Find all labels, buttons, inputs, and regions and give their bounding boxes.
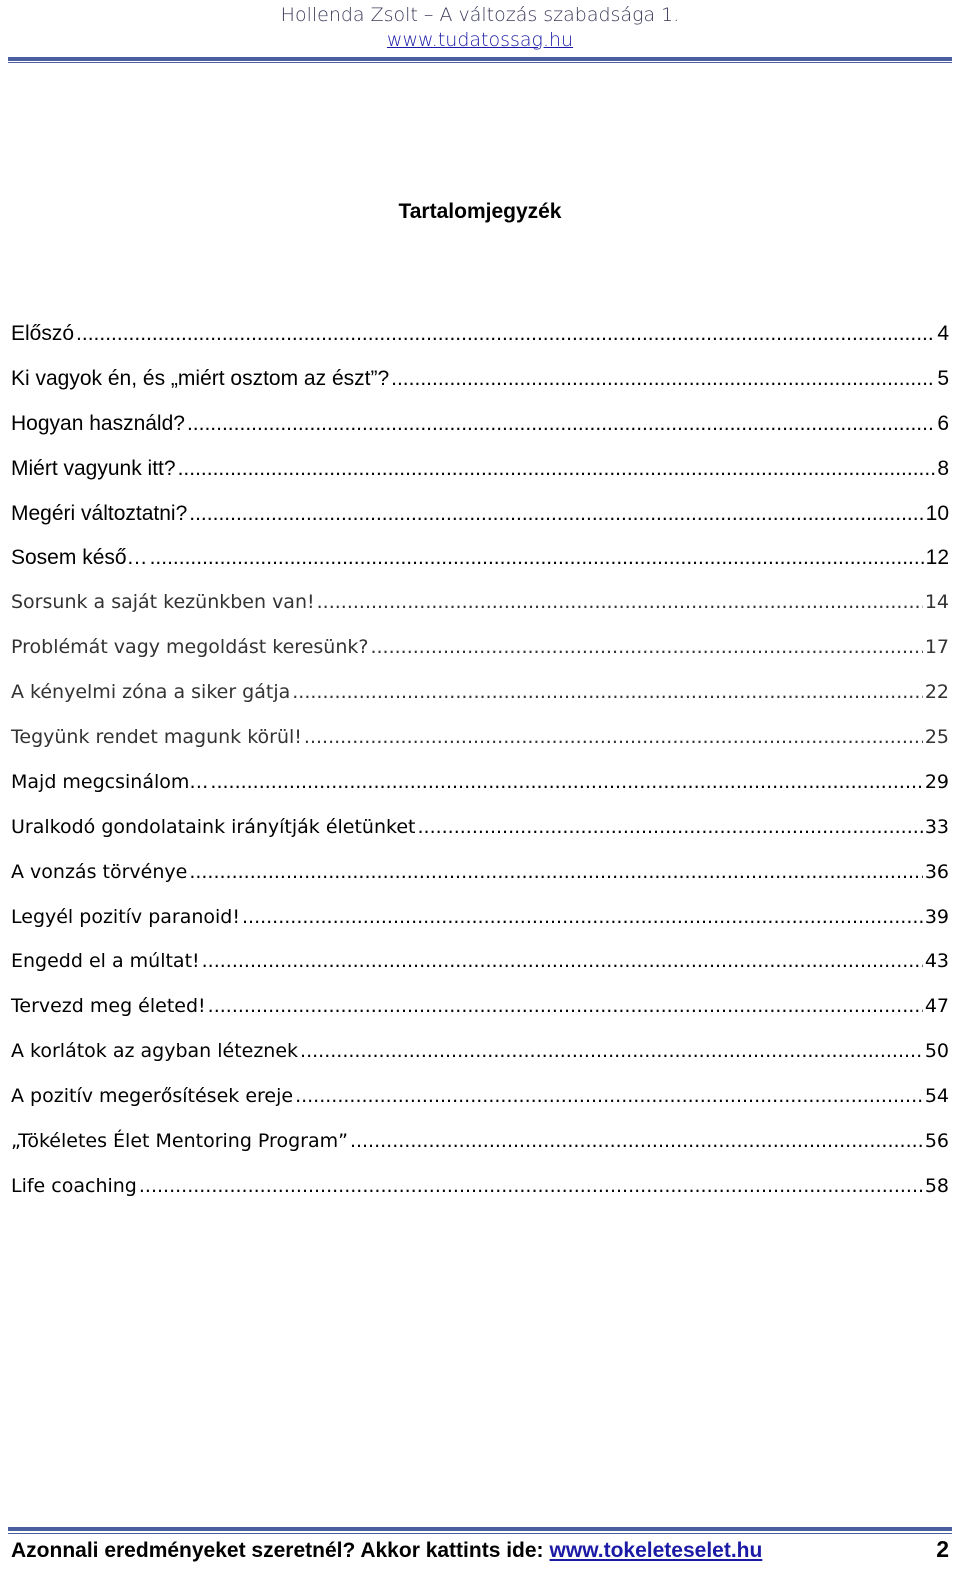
toc-dot-leader [139, 1175, 923, 1197]
toc-entry-text: Előszó [11, 322, 75, 345]
page-footer [11, 1536, 949, 1563]
toc-entry-text: A pozitív megerősítések ereje [11, 1085, 294, 1108]
toc-entry[interactable] [11, 861, 949, 906]
footer-rule-thin [8, 1533, 952, 1534]
toc-entry[interactable] [11, 367, 949, 412]
toc-entry-page: 33 [924, 815, 949, 838]
toc-entry[interactable] [11, 950, 949, 995]
toc-entry-text: Tervezd meg életed! [11, 995, 206, 1018]
toc-entry-text: Engedd el a múltat! [11, 950, 200, 973]
toc-entry-text: Miért vagyunk itt? [11, 456, 176, 480]
toc-entry-text: Uralkodó gondolataink irányítják életünket [11, 815, 416, 838]
toc-dot-leader [208, 995, 923, 1017]
toc-entry-page: 4 [937, 322, 949, 345]
toc-dot-leader [189, 502, 923, 526]
toc-entry-page: 58 [924, 1174, 949, 1197]
toc-entry-text: „Tökéletes Élet Mentoring Program” [11, 1130, 348, 1153]
toc-dot-leader [300, 1040, 923, 1062]
toc-entry[interactable] [11, 726, 949, 771]
toc-dot-leader [292, 681, 923, 703]
toc-dot-leader [210, 771, 922, 793]
toc-entry-text: Ki vagyok én, és „miért osztom az észt”? [11, 366, 390, 390]
toc-dot-leader [417, 816, 922, 838]
toc-entry-text: A korlátok az agyban léteznek [11, 1040, 299, 1063]
toc-entry-text: Sosem késő… [11, 546, 148, 570]
page-number: 2 [936, 1536, 949, 1562]
toc-entry[interactable] [11, 906, 949, 951]
toc-entry-page: 47 [924, 995, 949, 1018]
toc-entry[interactable] [11, 322, 949, 367]
page-header [0, 2, 960, 52]
toc-entry[interactable] [11, 636, 949, 681]
toc-title: Tartalomjegyzék [398, 200, 562, 223]
toc-dot-leader [150, 546, 924, 570]
toc-entry-page: 6 [937, 411, 949, 435]
toc-entry-page: 56 [924, 1130, 949, 1153]
toc-entry-text: Megéri változtatni? [11, 501, 188, 525]
footer-link[interactable]: www.tokeleteselet.hu [549, 1539, 763, 1562]
toc-entry-text: Tegyünk rendet magunk körül! [11, 726, 302, 749]
toc-entry-page: 43 [924, 950, 949, 973]
toc-entry-page: 10 [925, 501, 949, 525]
toc-entry-page: 12 [925, 546, 949, 570]
toc-entry-text: Sorsunk a saját kezünkben van! [11, 591, 315, 614]
toc-dot-leader [391, 367, 935, 391]
toc-entry-page: 50 [924, 1040, 949, 1063]
toc-entry-page: 8 [937, 456, 949, 480]
toc-entry[interactable] [11, 1085, 949, 1130]
toc-dot-leader [242, 906, 923, 928]
toc-entry-page: 22 [924, 681, 949, 704]
toc-entry[interactable] [11, 591, 949, 636]
toc-dot-leader [187, 412, 935, 436]
toc-dot-leader [304, 726, 923, 748]
toc-entry-text: Life coaching [11, 1174, 137, 1197]
toc-dot-leader [178, 457, 936, 481]
toc-entry-text: Hogyan használd? [11, 411, 185, 435]
toc-entry-text: Legyél pozitív paranoid! [11, 905, 240, 928]
toc-entry-text: A kényelmi zóna a siker gátja [11, 681, 291, 704]
toc-entry-text: Majd megcsinálom… [11, 770, 209, 793]
toc-entry-text: Problémát vagy megoldást keresünk? [11, 636, 369, 659]
toc-entry[interactable] [11, 681, 949, 726]
toc-entry[interactable] [11, 1175, 949, 1220]
footer-text: Azonnali eredményeket szeretnél? Akkor kattints ide: [11, 1539, 544, 1562]
toc-dot-leader [189, 861, 923, 883]
header-title: Hollenda Zsolt – A változás szabadsága 1. [280, 4, 680, 26]
toc-entry-page: 17 [924, 636, 949, 659]
toc-entry[interactable] [11, 1040, 949, 1085]
toc-entry-page: 5 [937, 366, 949, 390]
header-rule-thin [8, 62, 952, 63]
toc-entry[interactable] [11, 995, 949, 1040]
toc-list [11, 322, 949, 1220]
toc-entry-page: 25 [924, 726, 949, 749]
toc-entry[interactable] [11, 1130, 949, 1175]
toc-entry[interactable] [11, 771, 949, 816]
header-url-link[interactable]: www.tudatossag.hu [386, 29, 574, 51]
footer-rule [8, 1527, 952, 1531]
toc-entry-page: 29 [924, 770, 949, 793]
toc-dot-leader [317, 591, 923, 613]
toc-dot-leader [370, 636, 922, 658]
toc-dot-leader [76, 322, 935, 346]
toc-entry-page: 36 [924, 860, 949, 883]
toc-entry[interactable] [11, 502, 949, 547]
toc-entry-page: 54 [924, 1085, 949, 1108]
toc-entry[interactable] [11, 816, 949, 861]
toc-entry[interactable] [11, 546, 949, 591]
toc-dot-leader [295, 1085, 923, 1107]
toc-entry[interactable] [11, 412, 949, 457]
toc-entry-text: A vonzás törvénye [11, 860, 188, 883]
toc-dot-leader [350, 1130, 923, 1152]
toc-entry-page: 39 [924, 905, 949, 928]
header-rule [8, 57, 952, 61]
toc-dot-leader [202, 950, 923, 972]
toc-entry-page: 14 [924, 591, 949, 614]
toc-entry[interactable] [11, 457, 949, 502]
